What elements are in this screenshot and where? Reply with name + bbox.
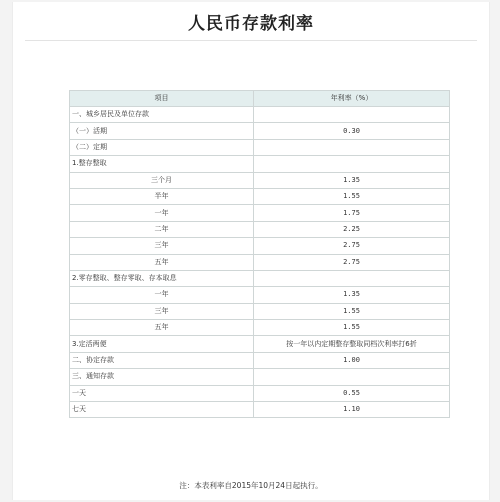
- page-title: 人民币存款利率: [188, 14, 314, 34]
- row-item: 二、协定存款: [70, 352, 254, 368]
- row-item: 五年: [70, 254, 254, 270]
- row-rate: [254, 107, 450, 123]
- row-rate: 按一年以内定期整存整取同档次利率打6折: [254, 336, 450, 352]
- table-row: [70, 123, 450, 139]
- table-row: [70, 205, 450, 221]
- row-rate: 1.35: [254, 172, 450, 188]
- row-item: 一年: [70, 205, 254, 221]
- table-row: [70, 303, 450, 319]
- row-rate: 1.55: [254, 303, 450, 319]
- table-row: [70, 402, 450, 418]
- table-row: [70, 287, 450, 303]
- row-rate: 1.00: [254, 352, 450, 368]
- row-rate: 0.55: [254, 385, 450, 401]
- row-item: 三年: [70, 238, 254, 254]
- row-rate: 1.75: [254, 205, 450, 221]
- table-row: [70, 221, 450, 237]
- row-rate: 1.55: [254, 320, 450, 336]
- row-rate: [254, 369, 450, 385]
- table-row: [70, 254, 450, 270]
- table-row: [70, 188, 450, 204]
- table-row: [70, 369, 450, 385]
- row-rate: [254, 156, 450, 172]
- row-item: 半年: [70, 188, 254, 204]
- row-item: 七天: [70, 402, 254, 418]
- row-rate: 1.35: [254, 287, 450, 303]
- row-item: （二）定期: [70, 139, 254, 155]
- row-rate: 2.75: [254, 238, 450, 254]
- table-row: [70, 270, 450, 286]
- header-annual-rate: 年利率（%）: [254, 91, 450, 107]
- row-item: 三个月: [70, 172, 254, 188]
- footnote: 注：本表利率自2015年10月24日起执行。: [179, 481, 323, 490]
- row-item: 三、通知存款: [70, 369, 254, 385]
- row-item: 三年: [70, 303, 254, 319]
- table-row: [70, 352, 450, 368]
- row-item: （一）活期: [70, 123, 254, 139]
- row-item: 2.零存整取、整存零取、存本取息: [70, 270, 254, 286]
- table-row: [70, 320, 450, 336]
- table-row: [70, 156, 450, 172]
- row-rate: 2.75: [254, 254, 450, 270]
- header-item: 项目: [70, 91, 254, 107]
- row-rate: 2.25: [254, 221, 450, 237]
- deposit-rate-table: [69, 90, 450, 418]
- row-rate: 1.10: [254, 402, 450, 418]
- table-row: [70, 336, 450, 352]
- table-row: [70, 107, 450, 123]
- table-row: [70, 172, 450, 188]
- row-item: 一天: [70, 385, 254, 401]
- table-header-row: [70, 91, 450, 107]
- table-row: [70, 238, 450, 254]
- table-row: [70, 385, 450, 401]
- row-rate: 1.55: [254, 188, 450, 204]
- row-rate: 0.30: [254, 123, 450, 139]
- row-item: 一、城乡居民及单位存款: [70, 107, 254, 123]
- row-item: 1.整存整取: [70, 156, 254, 172]
- row-item: 3.定活两便: [70, 336, 254, 352]
- row-rate: [254, 270, 450, 286]
- table-row: [70, 139, 450, 155]
- row-item: 五年: [70, 320, 254, 336]
- content-card: [12, 2, 490, 500]
- title-divider: [25, 40, 477, 41]
- row-item: 二年: [70, 221, 254, 237]
- row-rate: [254, 139, 450, 155]
- row-item: 一年: [70, 287, 254, 303]
